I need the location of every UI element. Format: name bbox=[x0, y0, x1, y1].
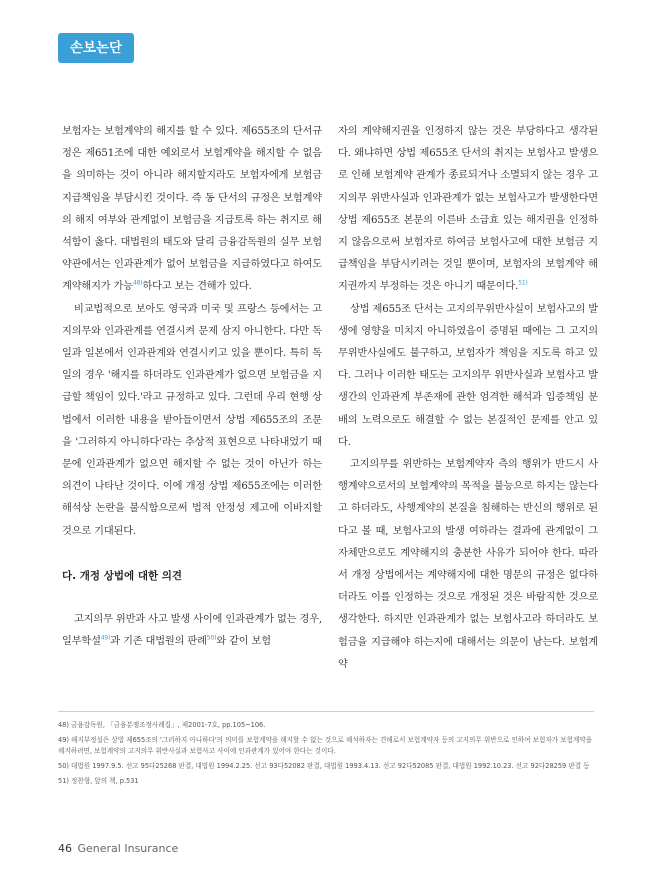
footnote-ref-50[interactable]: 50) bbox=[206, 634, 217, 642]
footnote-50: 50) 대법원 1997.9.5. 선고 95다25268 판결, 대법원 1994.2.25. 선고 93다52082 판결, 대법원 1993.4.13. 선고 92다52085 판결, 대법원 1992.10.23. 선고 92다28259 판결 등 bbox=[58, 762, 590, 770]
left-paragraph-1: 보험자는 보험계약의 해지를 할 수 있다. 제655조의 단서규정은 제651조에 대한 예외로서 보험계약을 해지할 수 없음을 의미하는 것이 아니라 해지할지라도 보험자에게 보험금 지급책임을 부담시킨 것이다. 즉 동 단서의 규정은 보험계약의 해지 여부와 관계없이 보험금을 지급토록 하는 취지로 해석함이 옳다. 대법원의 태도와 달리 금융감독원의 실무 보험약관에서는 인과관계가 없어 보험금을 지급하였다고 하여도 계약해지가 가능$^{48)}$하다고 보는 견해가 있다. bbox=[62, 126, 322, 293]
right-column bbox=[338, 121, 598, 676]
left-column bbox=[62, 121, 322, 653]
footnote-ref-51[interactable]: 51) bbox=[518, 280, 528, 288]
footnote-48: 48) 금융감독원, 「금융분쟁조정사례집」, 제2001-7호, pp.105~106. bbox=[58, 721, 266, 729]
right-paragraph-3: 고지의무를 위반하는 보험계약자 측의 행위가 반드시 사행계약으로서의 보험계약의 목적을 불능으로 하지는 않는다고 하더라도, 사행계약의 본질을 침해하는 반신의 행위로 된다고 볼 때, 보험사고의 발생 여하라는 결과에 관계없이 그 자체만으로도 계약해지의 충분한 사유가 되어야 한다. 따라서 개정 상법에서는 계약해지에 대한 명문의 규정은 없다하더라도 이를 인정하는 것으로 개정된 것은 바람직한 것으로 생각한다. 하지만 인과관계가 없는 보험사고라 하더라도 보험금을 지급해야 하는지에 대해서는 의문이 남는다. 보험계약 bbox=[338, 459, 598, 670]
magazine-name: General Insurance bbox=[77, 842, 179, 855]
page-footer bbox=[58, 842, 178, 855]
section-tag: 손보논단 bbox=[58, 33, 134, 63]
left-paragraph-3: 고지의무 위반과 사고 발생 사이에 인과관계가 없는 경우, 일부학설$^{49)}$과 기존 대법원의 판례$^{50)}$와 같이 보험 bbox=[62, 613, 322, 648]
section-heading: 다. 개정 상법에 대한 의견 bbox=[62, 569, 183, 582]
footnote-ref-48[interactable]: 48) bbox=[132, 280, 143, 288]
right-paragraph-1: 자의 계약해지권을 인정하지 않는 것은 부당하다고 생각된다. 왜냐하면 상법 제655조 단서의 취지는 보험사고 발생으로 인해 보험계약 관계가 종료되거나 소멸되지 않는 경우 고지의무 위반사실과 인과관계가 없는 보험사고가 발생한다면 상법 제655조 본문의 이른바 소급효 있는 해지권을 인정하지 않음으로써 보험자로 하여금 보험사고에 대한 보험금 지급책임을 부담시키려는 것일 뿐이며, 보험자의 보험계약 해지권까지 부정하는 것은 아니기 때문이다.$^{51)}$ bbox=[338, 126, 598, 293]
footnote-divider bbox=[58, 711, 594, 712]
footnotes bbox=[58, 720, 598, 791]
footnote-ref-49[interactable]: 49) bbox=[100, 634, 111, 642]
left-paragraph-2: 비교법적으로 보아도 영국과 미국 및 프랑스 등에서는 고지의무와 인과관계를 연결시켜 문제 삼지 아니한다. 다만 독일과 일본에서 인과관계와 연결시키고 있을 뿐이다. 특히 독일의 경우 '해지를 하더라도 인과관계가 없으면 보험금을 지급할 책임이 있다.'라고 규정하고 있다. 그런데 우리 현행 상법에서 이러한 내용을 받아들이면서 상법 제655조의 조문을 '그러하지 아니하다'라는 추상적 표현으로 나타내었기 때문에 인과관계가 없으면 해지할 수 없는 것이 아닌가 하는 의견이 나타난 것이다. 이에 개정 상법 제655조에는 이러한 해석상 논란을 불식함으로써 법적 안정성 제고에 이바지할 것으로 기대된다. bbox=[62, 303, 322, 537]
page-number: 46 bbox=[58, 842, 72, 855]
footnote-49: 49) 해지부정설은 상법 제655조의 '그러하지 아니하다'의 의미를 보험계약을 해지할 수 없는 것으로 해석하자는 견해로서 보험계약자 등의 고지의무 위반으로 인하여 보험자가 보험계약을 해지하려면, 보험계약의 고지의무 위반사실과 보험사고 사이에 인과관계가 있어야 한다는 것이다. bbox=[58, 736, 593, 755]
right-paragraph-2: 상법 제655조 단서는 고지의무위반사실이 보험사고의 발생에 영향을 미치지 아니하였음이 증명된 때에는 그 고지의무위반사실에도 불구하고, 보험자가 책임을 지도록 하고 있다. 그러나 이러한 태도는 고지의무 위반사실과 보험사고 발생간의 인과관계 부존재에 관한 엄격한 해석과 입증책임 분배의 노력으로도 해결할 수 없는 본질적인 문제를 안고 있다. bbox=[338, 303, 598, 448]
footnote-51: 51) 정찬형, 앞의 책, p.531 bbox=[58, 777, 139, 785]
